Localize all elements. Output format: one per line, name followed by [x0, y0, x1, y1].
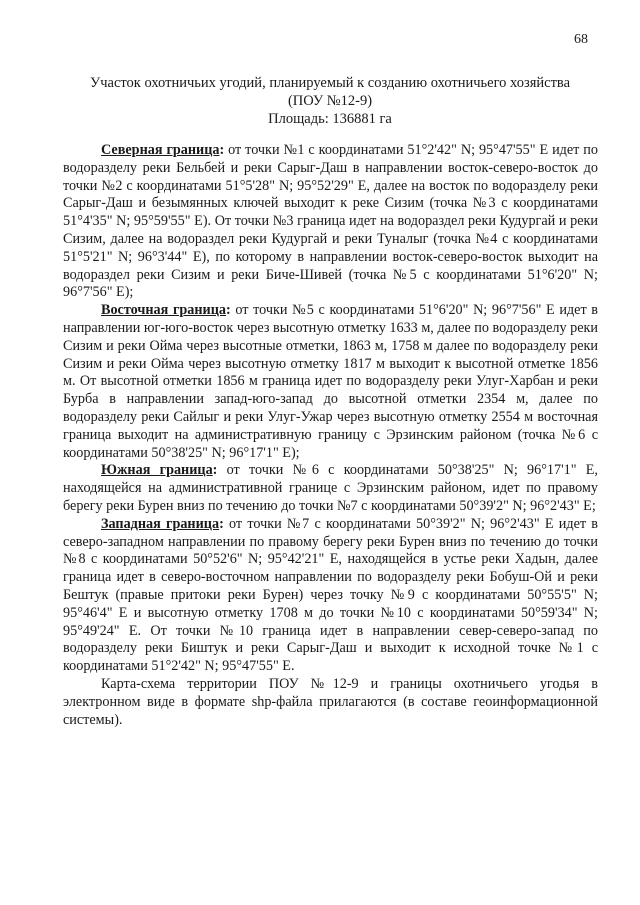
north-boundary-paragraph: Северная граница: от точки №1 с координатами 51°2'42" N; 95°47'55" E идет по водоразделу реки Бельбей и реки Сарыг-Даш в направлении восток-северо-восток до точки №2 с координатами 51°5'28" N; 95°52'29" E, далее на восток по водоразделу реки Сарыг-Даш и безымянных ключей выходит к реке Сизим (точка №3 с координатами 51°4'35" N; 95°59'55" E). От точки №3 граница идет на водораздел реки Кудургай и реки Сизим, далее на водораздел реки Кудургай и реки Туналыг (точка №4 с координатами 51°5'21" N; 96°3'44" E), по которому в направлении восток-северо-восток выходит на водораздел реки Сизим и реки Биче-Шивей (точка №5 с координатами 51°6'20" N; 96°7'56" E); [63, 142, 598, 301]
north-boundary-text: от точки №1 с координатами 51°2'42" N; 95°47'55" E идет по водоразделу реки Бельбей и реки Сарыг-Даш в направлении восток-северо-восток до точки №2 с координатами 51°5'28" N; 95°52'29" E, далее на восток по водоразделу реки Сарыг-Даш и безымянных ключей выходит к реке Сизим (точка №3 с координатами 51°4'35" N; 95°59'55" E). От точки №3 граница идет на водораздел реки Кудургай и реки Сизим, далее на водораздел реки Кудургай и реки Туналыг (точка №4 с координатами 51°5'21" N; 96°3'44" E), по которому в направлении восток-северо-восток выходит на водораздел реки Сизим и реки Биче-Шивей (точка №5 с координатами 51°6'20" N; 96°7'56" E); [63, 142, 598, 301]
south-boundary-paragraph: Южная граница: от точки №6 с координатами 50°38'25" N; 96°17'1" E, находящейся на административной границе с Эрзинским районом, идет по правому берегу реки Бурен вниз по течению до точки №7 с координатами 50°39'2" N; 96°2'43" E; [63, 462, 598, 514]
title-area: Площадь: 136881 га [268, 111, 392, 127]
west-boundary-paragraph: Западная граница: от точки №7 с координатами 50°39'2" N; 96°2'43" E идет в северо-западном направлении по правому берегу реки Бурен вниз по течению до точки №8 с координатами 50°52'6" N; 95°42'21" E, находящейся в устье реки Хадын, далее граница идет в северо-восточном направлении по водоразделу реки Бобуш-Ой и реки Бештук (правые притоки реки Бурен) через точку №9 с координатами 50°55'5" N; 95°46'4" E и высотную отметку 1708 м до точки №10 с координатами 50°59'34" N; 95°49'24" E. От точки №10 граница идет в направлении север-северо-запад по водоразделу реки Биштук и реки Сарыг-Даш и выходит к исходной точке №1 с координатами 51°2'42" N; 95°47'55" E. [63, 515, 599, 675]
north-boundary-heading: Северная граница [101, 142, 220, 158]
title-line-2: (ПОУ №12-9) [287, 93, 373, 109]
document-title [62, 74, 598, 128]
south-boundary-text: от точки №6 с координатами 50°38'25" N; 96°17'1" E, находящейся на административной границе с Эрзинским районом, идет по правому берегу реки Бурен вниз по течению до точки №7 с координатами 50°39'2" N; 96°2'43" E; [63, 462, 598, 514]
title-line-1: Участок охотничьих угодий, планируемый к созданию охотничьего хозяйства [89, 75, 571, 91]
closing-paragraph: Карта-схема территории ПОУ №12-9 и границы охотничьего угодья в электронном виде в формате shp-файла прилагаются (в составе геоинформационной системы). [63, 675, 598, 728]
west-boundary-heading: Западная граница [101, 515, 220, 532]
west-boundary-text: от точки №7 с координатами 50°39'2" N; 96°2'43" E идет в северо-западном направлении по правому берегу реки Бурен вниз по течению до точки №8 с координатами 50°52'6" N; 95°42'21" E, находящейся в устье реки Хадын, далее граница идет в северо-восточном направлении по водоразделу реки Бобуш-Ой и реки Бештук (правые притоки реки Бурен) через точку №9 с координатами 50°55'5" N; 95°46'4" E и высотную отметку 1708 м до точки №10 с координатами 50°59'34" N; 95°49'24" E. От точки №10 граница идет в направлении север-северо-запад по водоразделу реки Биштук и реки Сарыг-Даш и выходит к исходной точке №1 с координатами 51°2'42" N; 95°47'55" E. [63, 515, 599, 675]
east-boundary-heading: Восточная граница [101, 302, 226, 319]
east-boundary-text: от точки №5 с координатами 51°6'20" N; 96°7'56" E идет в направлении юг-юго-восток через высотную отметку 1633 м, далее по водоразделу реки Сизим и реки Ойма через высотные отметки, 1863 м, 1758 м далее по водоразделу реки Сизим и реки Ойма через высотную отметку 1817 м выходит к высотной отметке 1856 м. От высотной отметки 1856 м граница идет по водоразделу реки Улуг-Харбан и реки Бурба в направлении запад-юго-запад до высотной отметки 2354 м, далее по водоразделу реки Сайлыг и реки Улуг-Ужар через высотную отметку 2554 м восточная граница выходит на административную границу с Эрзинским районом (точка №6 с координатами 50°38'25" N; 96°17'1" E); [63, 302, 598, 461]
page-number: 68 [574, 32, 588, 47]
document-body [63, 142, 598, 729]
east-boundary-paragraph: Восточная граница: от точки №5 с координатами 51°6'20" N; 96°7'56" E идет в направлении юг-юго-восток через высотную отметку 1633 м, далее по водоразделу реки Сизим и реки Ойма через высотные отметки, 1863 м, 1758 м далее по водоразделу реки Сизим и реки Ойма через высотную отметку 1817 м выходит к высотной отметке 1856 м. От высотной отметки 1856 м граница идет по водоразделу реки Улуг-Харбан и реки Бурба в направлении запад-юго-запад до высотной отметки 2354 м, далее по водоразделу реки Сайлыг и реки Улуг-Ужар через высотную отметку 2554 м восточная граница выходит на административную границу с Эрзинским районом (точка №6 с координатами 50°38'25" N; 96°17'1" E); [63, 302, 598, 461]
south-boundary-heading: Южная граница [101, 462, 213, 479]
